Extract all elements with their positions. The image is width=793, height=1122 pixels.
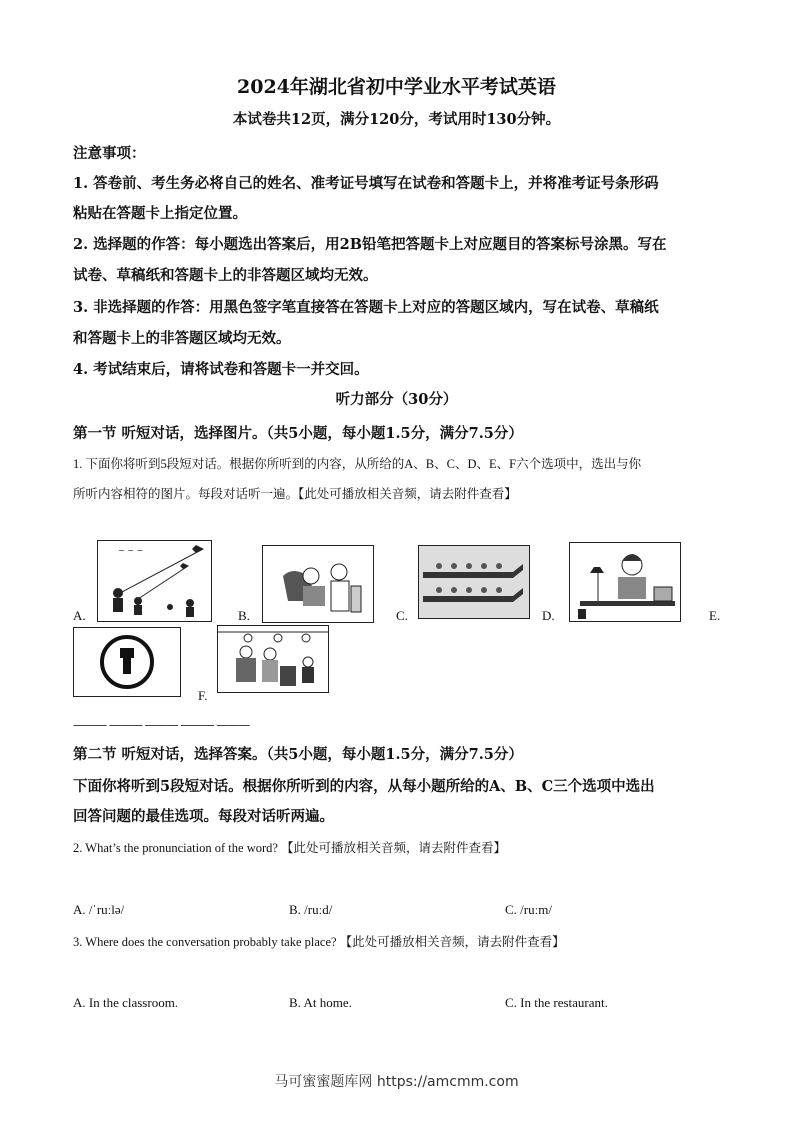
footer-watermark: 马可蜜蜜题库网 https://amcmm.com: [274, 1074, 519, 1090]
q2-option-b: B. /ruːd/: [289, 902, 333, 917]
note-3-line-1: 3. 非选择题的作答：用黑色签字笔直接答在答题卡上对应的答题区域内，写在试卷、草稿纸: [73, 299, 659, 316]
question-1-line-2: 所听内容相符的图片。每段对话听一遍。【此处可播放相关音频，请去附件查看】: [73, 487, 517, 501]
q2-option-c: C. /ruːm/: [505, 902, 552, 917]
picture-b-dentist: [262, 545, 374, 623]
note-1-line-2: 粘贴在答题卡上指定位置。: [73, 205, 247, 222]
picture-a-label: A.: [73, 608, 86, 623]
note-2-line-1: 2. 选择题的作答：每小题选出答案后，用2B铅笔把答题卡上对应题目的答案标号涂黑。写在: [73, 236, 667, 253]
question-3: 3. Where does the conversation probably take place? 【此处可播放相关音频，请去附件查看】: [73, 935, 565, 949]
q3-option-b: B. At home.: [289, 995, 352, 1010]
picture-e-sign: [73, 627, 181, 697]
page-title: 2024年湖北省初中学业水平考试英语: [237, 76, 556, 98]
q2-option-a: A. /ˈruːlə/: [73, 902, 125, 917]
section-2-desc-line-1: 下面你将听到5段短对话。根据你所听到的内容，从每小题所给的A、B、C三个选项中选出: [73, 778, 655, 795]
question-2: 2. What’s the pronunciation of the word? 【此处可播放相关音频，请去附件查看】: [73, 841, 507, 855]
answer-blanks: ——— ——— ——— ——— ———: [73, 718, 250, 732]
picture-d-label: D.: [542, 608, 555, 623]
picture-d-study-desk: [569, 542, 681, 622]
picture-b-label: B.: [238, 608, 250, 623]
note-3-line-2: 和答题卡上的非答题区域均无效。: [73, 330, 291, 347]
picture-e-label: E.: [709, 608, 721, 623]
exam-info: 本试卷共12页，满分120分，考试用时130分钟。: [232, 111, 561, 128]
q3-option-a: A. In the classroom.: [73, 995, 179, 1010]
picture-c-dragon-boats: [418, 545, 530, 619]
question-1-line-1: 1. 下面你将听到5段短对话。根据你所听到的内容，从所给的A、B、C、D、E、F六个选项中，选出与你: [73, 457, 642, 471]
section-2-title: 第二节 听短对话，选择答案。（共5小题，每小题1.5分，满分7.5分）: [73, 746, 523, 763]
picture-a-kite-flying: [97, 540, 212, 622]
picture-f-label: F.: [198, 688, 208, 703]
note-2-line-2: 试卷、草稿纸和答题卡上的非答题区域均无效。: [73, 267, 378, 284]
svg-text:~ ~ ~: ~ ~ ~: [118, 546, 144, 555]
section-1-title: 第一节 听短对话，选择图片。（共5小题，每小题1.5分，满分7.5分）: [73, 425, 523, 442]
q3-option-c: C. In the restaurant.: [505, 995, 608, 1010]
picture-c-label: C.: [396, 608, 408, 623]
picture-f-bus-seat: [217, 625, 329, 693]
section-2-desc-line-2: 回答问题的最佳选项。每段对话听两遍。: [73, 808, 334, 825]
listening-part-title: 听力部分（30分）: [335, 391, 458, 408]
note-1-line-1: 1. 答卷前、考生务必将自己的姓名、准考证号填写在试卷和答题卡上，并将准考证号条形码: [73, 175, 659, 192]
note-4: 4. 考试结束后，请将试卷和答题卡一并交回。: [73, 361, 369, 378]
notes-heading: 注意事项：: [73, 145, 146, 162]
